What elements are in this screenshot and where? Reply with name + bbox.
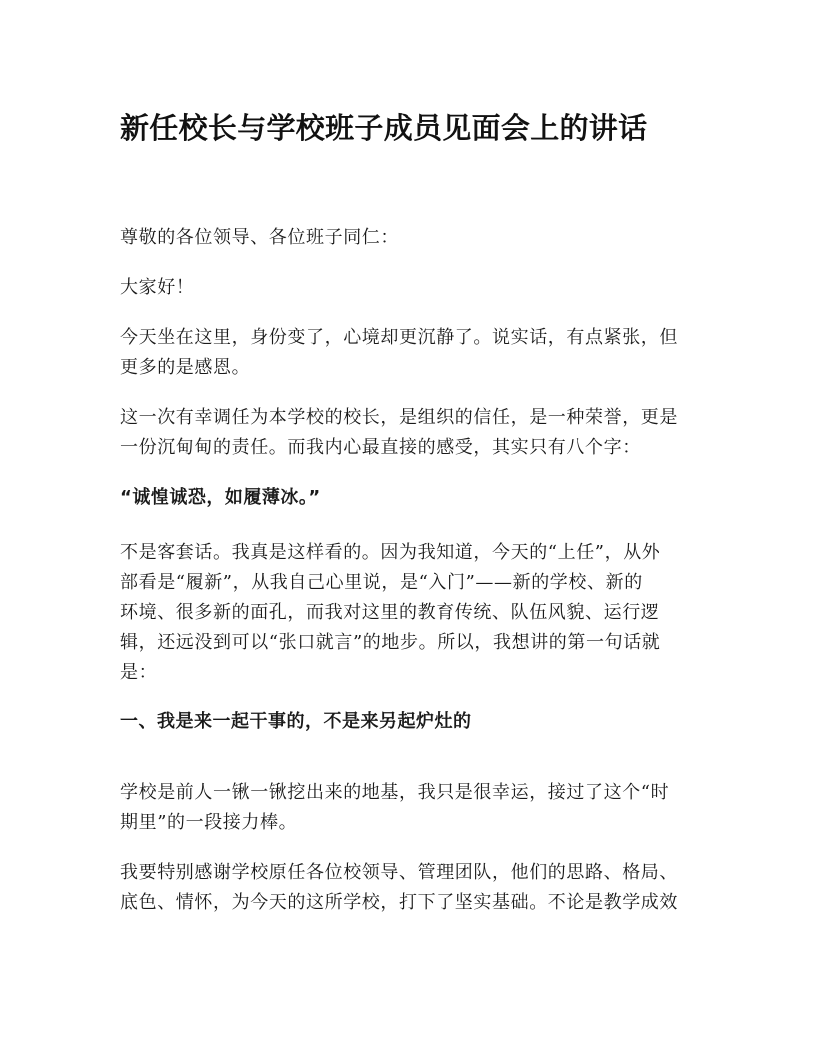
body-paragraph bbox=[120, 323, 678, 383]
body-paragraph bbox=[120, 778, 669, 838]
body-paragraph bbox=[120, 538, 660, 688]
section-heading bbox=[120, 707, 472, 737]
text-line: 部看是“履新”，从我自己心里说，是“入门”——新的学校、新的 bbox=[120, 572, 643, 593]
text-line: 是： bbox=[120, 662, 158, 683]
text-line: 大家好！ bbox=[120, 277, 195, 298]
document-title: 新任校长与学校班子成员见面会上的讲话 bbox=[120, 111, 648, 145]
quote-paragraph bbox=[120, 483, 321, 513]
body-paragraph bbox=[120, 858, 678, 918]
body-paragraph bbox=[120, 403, 678, 463]
text-line: 不是客套话。我真是这样看的。因为我知道，今天的“上任”，从外 bbox=[120, 542, 661, 563]
text-line: 更多的是感恩。 bbox=[120, 357, 251, 378]
text-line: 辑，还远没到可以“张口就言”的地步。所以，我想讲的第一句话就 bbox=[120, 632, 661, 653]
text-line: 学校是前人一锹一锹挖出来的地基，我只是很幸运，接过了这个“时 bbox=[120, 782, 670, 803]
greeting-paragraph bbox=[120, 273, 194, 303]
text-line: 我要特别感谢学校原任各位校领导、管理团队，他们的思路、格局、 bbox=[120, 862, 678, 883]
text-line: 一、我是来一起干事的，不是来另起炉灶的 bbox=[120, 711, 472, 732]
text-line: 环境、很多新的面孔，而我对这里的教育传统、队伍风貌、运行逻 bbox=[120, 602, 660, 623]
text-line: 一份沉甸甸的责任。而我内心最直接的感受，其实只有八个字： bbox=[120, 437, 641, 458]
text-line: 尊敬的各位领导、各位班子同仁： bbox=[120, 227, 399, 248]
salutation-paragraph bbox=[120, 223, 399, 253]
text-line: 期里”的一段接力棒。 bbox=[120, 812, 298, 833]
text-line: “诚惶诚恐，如履薄冰。” bbox=[120, 487, 321, 508]
text-line: 底色、情怀，为今天的这所学校，打下了坚实基础。不论是教学成效 bbox=[120, 892, 678, 913]
text-line: 这一次有幸调任为本学校的校长，是组织的信任，是一种荣誉，更是 bbox=[120, 407, 678, 428]
text-line: 今天坐在这里，身份变了，心境却更沉静了。说实话，有点紧张，但 bbox=[120, 327, 678, 348]
